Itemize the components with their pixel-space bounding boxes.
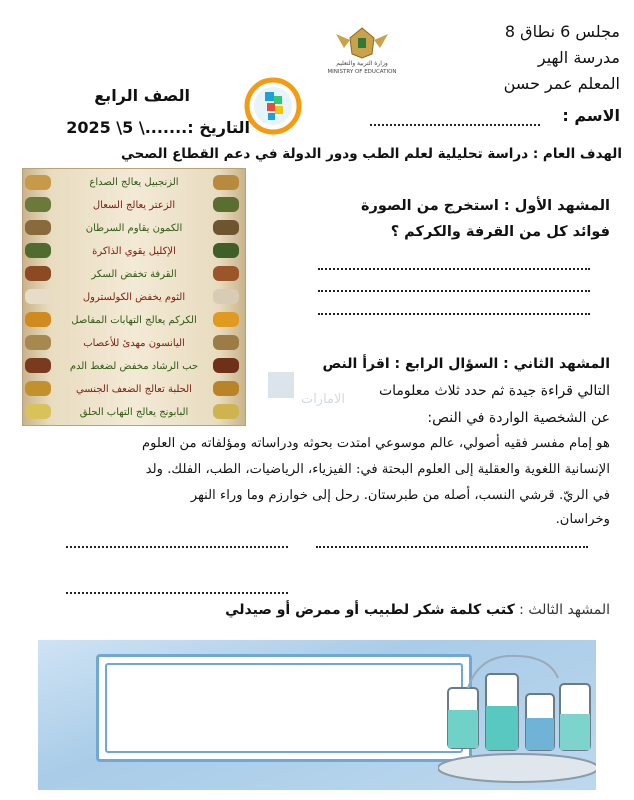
herb-item: الإكليل يقوي الذاكرة <box>92 246 176 257</box>
scene3-task: كتب كلمة شكر لطبيب أو ممرض أو صيدلي <box>225 602 515 618</box>
scene1-answer-line-3[interactable] <box>318 313 590 315</box>
paragraph-line: وخراسان. <box>555 512 610 527</box>
scene2-answer-line-3[interactable] <box>66 592 288 594</box>
herb-item: الزعتر يعالج السعال <box>92 200 176 211</box>
name-answer-line[interactable] <box>370 124 540 126</box>
bottles-icon <box>438 648 596 788</box>
date-field[interactable]: التاريخ :.......\ 5\ 2025 <box>66 118 250 137</box>
herb-item: حب الرشاد مخفض لضغط الدم <box>69 361 199 372</box>
scene3-task-row <box>190 602 610 618</box>
herb-item: الزنجبيل يعالج الصداع <box>89 177 179 188</box>
herb-photos-left <box>25 169 55 425</box>
herb-item: اليانسون مهدئ للأعصاب <box>83 338 185 349</box>
goal-statement: الهدف العام : دراسة تحليلية لعلم الطب ودور الدولة في دعم القطاع الصحي <box>120 146 622 162</box>
scene2-answer-line-2[interactable] <box>66 546 288 548</box>
herb-item: القرفة تخفض السكر <box>91 269 177 280</box>
herb-item: الثوم يخفض الكولسترول <box>82 292 186 303</box>
scene2-line2: عن الشخصية الواردة في النص: <box>427 410 610 426</box>
scene2-answer-line-1[interactable] <box>316 546 588 548</box>
name-label: الاسم : <box>562 106 620 125</box>
herb-item: الحلبة تعالج الضعف الجنسي <box>76 384 192 395</box>
council-label: مجلس 6 نطاق 8 <box>504 22 620 41</box>
scene1-answer-line-1[interactable] <box>318 268 590 270</box>
scene3-label: المشهد الثالث : <box>514 602 610 618</box>
school-label: مدرسة الهير <box>537 48 620 67</box>
ministry-name-en: MINISTRY OF EDUCATION <box>327 69 397 75</box>
scene1-title: المشهد الأول : استخرج من الصورة <box>360 198 610 214</box>
grade-label: الصف الرابع <box>94 86 190 105</box>
medicine-tray-illustration <box>38 640 596 790</box>
herbs-benefits-image <box>22 168 246 426</box>
watermark-text: الامارات <box>300 392 346 407</box>
herb-item: الكمون يقاوم السرطان <box>85 223 183 234</box>
logo-icon <box>243 76 303 136</box>
scene1-answer-line-2[interactable] <box>318 290 590 292</box>
ministry-emblem <box>322 24 402 80</box>
scene2-line1: التالي قراءة جيدة ثم حدد ثلاث معلومات <box>378 383 610 399</box>
herb-photos-right <box>213 169 243 425</box>
scene2-title: المشهد الثاني : السؤال الرابع : اقرأ النص <box>322 356 610 372</box>
paragraph-line: هو إمام مفسر فقيه أصولي، عالم موسوعي امتدت بحوثه ودراساته ومؤلفاته من العلوم <box>141 436 610 451</box>
teacher-label: المعلم عمر حسن <box>503 74 620 93</box>
herb-item: الكركم يعالج التهابات المفاصل <box>71 315 197 326</box>
school-logo <box>243 76 303 136</box>
ministry-name-ar: وزارة التربية والتعليم <box>336 60 388 67</box>
herb-item: البابونج يعالج التهاب الحلق <box>79 407 189 418</box>
writing-frame[interactable] <box>96 654 472 762</box>
scene1-question: فوائد كل من القرفة والكركم ؟ <box>390 224 610 240</box>
paragraph-line: في الريّ. قرشي النسب، أصله من طبرستان. رحل إلى خوارزم وما وراء النهر <box>190 488 610 503</box>
paragraph-line: الإنسانية اللغوية والعقلية إلى العلوم البحتة في: الفيزياء، الرياضيات، الطب، الفلك. ولد <box>145 462 610 477</box>
